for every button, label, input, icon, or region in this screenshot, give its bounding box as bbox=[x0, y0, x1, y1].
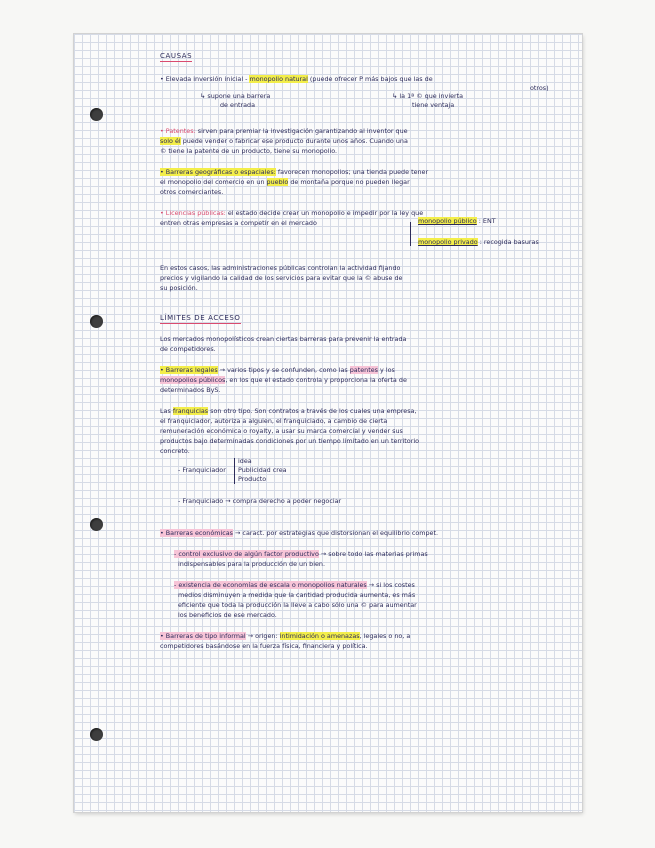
note-line: En estos casos, las administraciones públicas controlan la actividad fijando bbox=[160, 264, 401, 272]
section-title-limites: LÍMITES DE ACCESO bbox=[160, 314, 241, 322]
note-line: monopolio público : ENT bbox=[418, 217, 496, 225]
note-line: el monopolio del comercio en un pueblo de montaña porque no pueden llegar bbox=[160, 178, 410, 186]
note-line: remuneración económica o royalty, a usar su marca comercial y vender sus bbox=[160, 427, 403, 435]
note-line: el franquiciador, autoriza a alguien, el franquiciado, a cambio de cierta bbox=[160, 417, 388, 425]
note-line: eficiente que toda la producción la lleve a cabo sólo una © para aumentar bbox=[178, 601, 417, 609]
note-line: productos bajo determinadas condiciones por un tiempo limitado en un territorio bbox=[160, 437, 420, 445]
note-line: tiene ventaja bbox=[412, 101, 455, 109]
note-line: su posición. bbox=[160, 284, 198, 292]
note-line: indispensables para la producción de un bien. bbox=[178, 560, 326, 568]
note-line: • Barreras legales → varios tipos y se confunden, como las patentes y los bbox=[160, 366, 395, 374]
bracket bbox=[410, 222, 411, 246]
note-line: - control exclusivo de algún factor productivo → sobre todo las materias primas bbox=[174, 550, 428, 558]
bracket bbox=[234, 458, 235, 484]
note-line: • Barreras de tipo informal → origen: intimidación o amenazas, legales o no, a bbox=[160, 632, 411, 640]
binder-hole bbox=[90, 728, 103, 741]
note-line: - Franquiciado → compra derecho a poder negociar bbox=[178, 497, 342, 505]
note-line: entren otras empresas a competir en el mercado bbox=[160, 219, 317, 227]
note-line: © tiene la patente de un producto, tiene su monopolio. bbox=[160, 147, 338, 155]
note-line: concreto. bbox=[160, 447, 190, 455]
note-line: medios disminuyen a medida que la cantidad producida aumenta, es más bbox=[178, 591, 416, 599]
section-title-causas: CAUSAS bbox=[160, 52, 193, 60]
binder-hole bbox=[90, 108, 103, 121]
note-line: • Licencias públicas: el estado decide crear un monopolio e impedir por la ley que bbox=[160, 209, 424, 217]
binder-hole bbox=[90, 518, 103, 531]
note-line: otros comerciantes. bbox=[160, 188, 224, 196]
note-line: los beneficios de ese mercado. bbox=[178, 611, 277, 619]
note-line: idea bbox=[238, 457, 252, 465]
note-line: de competidores. bbox=[160, 345, 216, 353]
note-line: solo él puede vender o fabricar ese producto durante unos años. Cuando una bbox=[160, 137, 408, 145]
note-line: precios y vigilando la calidad de los servicios para evitar que la © abuse de bbox=[160, 274, 403, 282]
note-line: Los mercados monopolísticos crean ciertas barreras para prevenir la entrada bbox=[160, 335, 407, 343]
note-line: ↳ la 1ª © que invierta bbox=[392, 92, 464, 100]
note-line: competidores basándose en la fuerza física, financiera y política. bbox=[160, 642, 368, 650]
note-line: determinados ByS. bbox=[160, 386, 221, 394]
note-line: - Franquiciador bbox=[178, 466, 226, 474]
note-line: Producto bbox=[238, 475, 267, 483]
note-line: • Patentes: sirven para premiar la investigación garantizando al inventor que bbox=[160, 127, 408, 135]
note-line: de entrada bbox=[220, 101, 256, 109]
note-line: ↳ supone una barrera bbox=[200, 92, 271, 100]
note-line: Las franquicias son otro tipo. Son contratos a través de los cuales una empresa, bbox=[160, 407, 417, 415]
note-line: Publicidad crea bbox=[238, 466, 287, 474]
note-line: monopolio privado : recogida basuras bbox=[418, 238, 539, 246]
note-line: • Elevada inversión inicial - monopolio natural (puede ofrecer P más bajos que las de bbox=[160, 75, 433, 83]
binder-hole bbox=[90, 315, 103, 328]
note-line: • Barreras geográficas o espaciales: favorecen monopolios; una tienda puede tener bbox=[160, 168, 429, 176]
note-line: - existencia de economías de escala o monopolios naturales → si los costes bbox=[174, 581, 415, 589]
note-line: • Barreras económicas → caract. por estrategias que distorsionan el equilibrio compet. bbox=[160, 529, 438, 537]
note-line: otros) bbox=[530, 84, 549, 92]
note-line: monopolios públicos, en los que el estado controla y proporciona la oferta de bbox=[160, 376, 407, 384]
